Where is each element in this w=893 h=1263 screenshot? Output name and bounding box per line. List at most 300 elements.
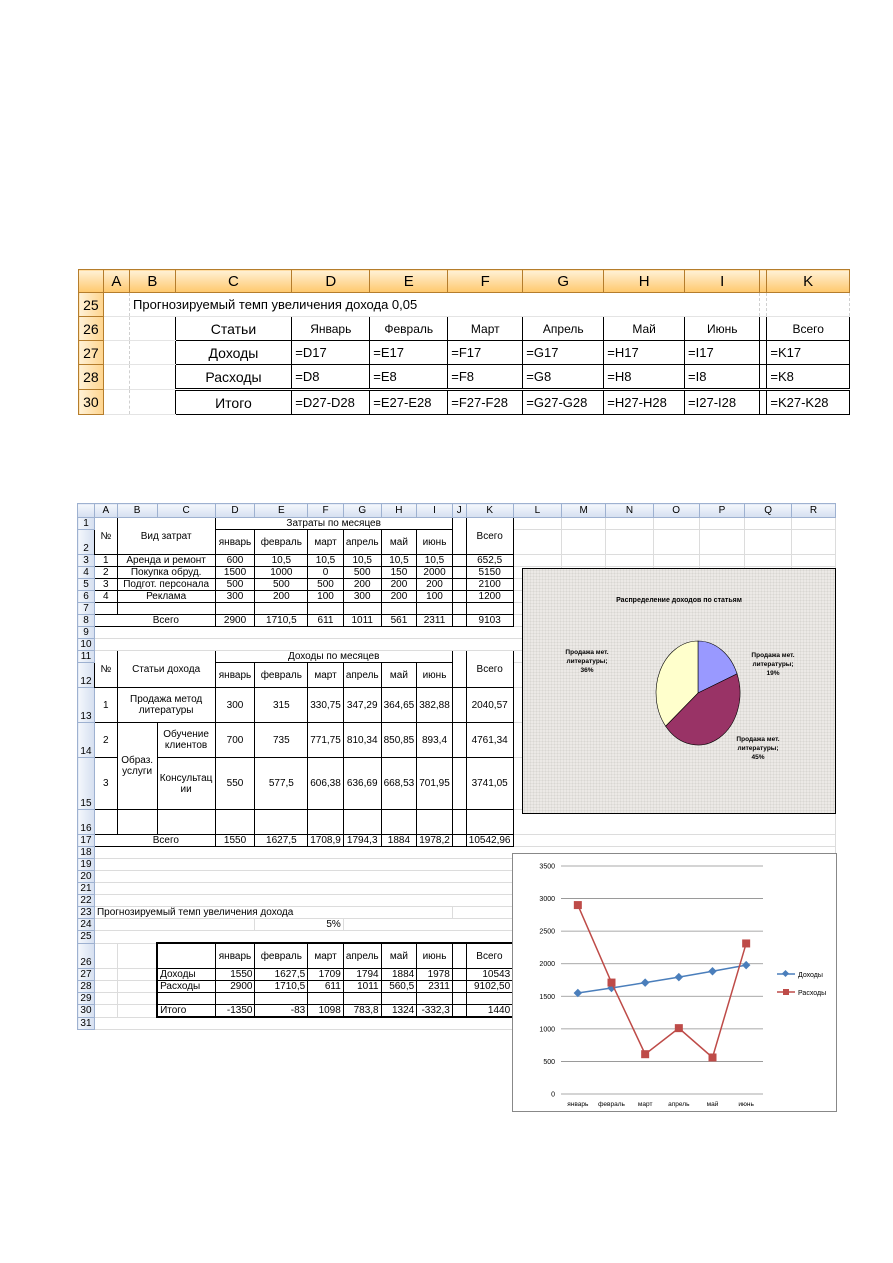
- cell[interactable]: Статьи: [175, 317, 292, 341]
- formula-cell[interactable]: =D27-D28: [292, 390, 370, 415]
- cell[interactable]: апрель: [343, 530, 381, 555]
- cell[interactable]: Итого: [175, 390, 292, 415]
- cell[interactable]: 300: [343, 591, 381, 603]
- cell[interactable]: февраль: [255, 943, 308, 969]
- cell[interactable]: [792, 518, 836, 530]
- formula-cell[interactable]: =H27-H28: [604, 390, 685, 415]
- forecast-label-cell[interactable]: Прогнозируемый темп увеличения дохода: [94, 907, 452, 919]
- cell[interactable]: январь: [215, 530, 255, 555]
- cell[interactable]: 315: [255, 688, 308, 723]
- cell[interactable]: 382,88: [417, 688, 453, 723]
- cell[interactable]: [699, 518, 745, 530]
- cell[interactable]: -83: [255, 1005, 308, 1018]
- row-header[interactable]: 7: [78, 603, 95, 615]
- cell[interactable]: 330,75: [308, 688, 344, 723]
- cell[interactable]: 200: [381, 579, 417, 591]
- row-header[interactable]: 22: [78, 895, 95, 907]
- cell[interactable]: 700: [215, 723, 255, 758]
- cell[interactable]: 1011: [343, 981, 381, 993]
- cell[interactable]: 3741,05: [466, 758, 513, 810]
- cell[interactable]: 2100: [466, 579, 513, 591]
- cell[interactable]: [157, 758, 215, 810]
- column-header[interactable]: A: [103, 270, 129, 293]
- cell[interactable]: [452, 579, 466, 591]
- cell-no-header[interactable]: №: [94, 651, 117, 688]
- cell[interactable]: [653, 555, 699, 567]
- column-header[interactable]: D: [215, 504, 255, 518]
- cell[interactable]: [103, 293, 129, 317]
- select-all-corner[interactable]: [79, 270, 104, 293]
- cell[interactable]: [606, 530, 654, 555]
- cell[interactable]: июнь: [417, 943, 453, 969]
- cell[interactable]: [308, 603, 344, 615]
- cell-type-header[interactable]: Статьи дохода: [117, 651, 215, 688]
- column-header[interactable]: G: [343, 504, 381, 518]
- cell[interactable]: [94, 615, 117, 627]
- cell[interactable]: Февраль: [370, 317, 448, 341]
- column-header[interactable]: O: [653, 504, 699, 518]
- column-header[interactable]: K: [767, 270, 850, 293]
- row-header[interactable]: 21: [78, 883, 95, 895]
- cell[interactable]: [760, 390, 767, 415]
- cell[interactable]: 1794,3: [343, 835, 381, 847]
- cell[interactable]: [452, 688, 466, 723]
- row-header[interactable]: 26: [78, 943, 95, 969]
- cell[interactable]: 1: [94, 555, 117, 567]
- formula-cell[interactable]: =E17: [370, 341, 448, 365]
- cell[interactable]: 652,5: [466, 555, 513, 567]
- cell[interactable]: 550: [215, 758, 255, 810]
- cell[interactable]: 611: [308, 981, 344, 993]
- cell[interactable]: март: [308, 530, 344, 555]
- cell[interactable]: [94, 981, 117, 993]
- row-header[interactable]: 31: [78, 1017, 95, 1030]
- column-header[interactable]: N: [606, 504, 654, 518]
- cell[interactable]: апрель: [343, 663, 381, 688]
- cell[interactable]: 4761,34: [466, 723, 513, 758]
- cell[interactable]: 2: [94, 723, 117, 758]
- cell[interactable]: 100: [308, 591, 344, 603]
- column-header[interactable]: R: [792, 504, 836, 518]
- cell[interactable]: 1550: [215, 969, 255, 981]
- cell[interactable]: [130, 390, 176, 415]
- cell[interactable]: [792, 555, 836, 567]
- row-header[interactable]: 8: [78, 615, 95, 627]
- cell[interactable]: Покупка обруд.: [117, 567, 215, 579]
- cell[interactable]: [381, 993, 417, 1005]
- cell[interactable]: январь: [215, 663, 255, 688]
- cell[interactable]: [343, 603, 381, 615]
- cell[interactable]: 3: [94, 579, 117, 591]
- cell[interactable]: 1884: [381, 835, 417, 847]
- cell[interactable]: [745, 518, 792, 530]
- cell[interactable]: 500: [308, 579, 344, 591]
- cell[interactable]: [130, 341, 176, 365]
- cell[interactable]: 2900: [215, 615, 255, 627]
- cell[interactable]: 577,5: [255, 758, 308, 810]
- cell[interactable]: [94, 943, 117, 969]
- forecast-value-cell[interactable]: 5%: [255, 919, 343, 931]
- cell[interactable]: [760, 293, 767, 317]
- cell[interactable]: [130, 365, 176, 390]
- cell[interactable]: 1000: [255, 567, 308, 579]
- cell[interactable]: [103, 390, 129, 415]
- pie-chart[interactable]: [522, 568, 836, 814]
- cell[interactable]: 735: [255, 723, 308, 758]
- cell[interactable]: июнь: [417, 530, 453, 555]
- cell[interactable]: [103, 341, 129, 365]
- cell[interactable]: 364,65: [381, 688, 417, 723]
- cell[interactable]: 893,4: [417, 723, 453, 758]
- cell[interactable]: Май: [604, 317, 685, 341]
- column-header[interactable]: G: [523, 270, 604, 293]
- cell[interactable]: Доходы: [175, 341, 292, 365]
- cell-group-header[interactable]: Затраты по месяцев: [215, 518, 452, 530]
- column-header[interactable]: C: [157, 504, 215, 518]
- cell-group-header[interactable]: Доходы по месяцев: [215, 651, 452, 663]
- cell[interactable]: [215, 810, 255, 835]
- cell[interactable]: [452, 615, 466, 627]
- row-header[interactable]: 9: [78, 627, 95, 639]
- cell[interactable]: 1794: [343, 969, 381, 981]
- cell[interactable]: [117, 981, 157, 993]
- formula-cell[interactable]: =K8: [767, 365, 850, 390]
- cell-no-header[interactable]: №: [94, 518, 117, 555]
- cell[interactable]: [466, 810, 513, 835]
- column-header[interactable]: M: [562, 504, 606, 518]
- cell[interactable]: [381, 810, 417, 835]
- cell[interactable]: [117, 603, 215, 615]
- cell[interactable]: 0: [308, 567, 344, 579]
- cell[interactable]: [452, 1005, 466, 1018]
- cell[interactable]: [452, 555, 466, 567]
- cell[interactable]: Июнь: [685, 317, 760, 341]
- cell[interactable]: [157, 723, 215, 758]
- cell[interactable]: [417, 603, 453, 615]
- cell[interactable]: февраль: [255, 663, 308, 688]
- cell[interactable]: [792, 530, 836, 555]
- formula-cell[interactable]: =K17: [767, 341, 850, 365]
- cell[interactable]: 1011: [343, 615, 381, 627]
- row-header[interactable]: 15: [78, 758, 95, 810]
- cell[interactable]: [452, 981, 466, 993]
- column-header[interactable]: I: [685, 270, 760, 293]
- formula-cell[interactable]: =G8: [523, 365, 604, 390]
- cell[interactable]: 1: [94, 688, 117, 723]
- cell[interactable]: 4: [94, 591, 117, 603]
- row-header[interactable]: 3: [78, 555, 95, 567]
- cell[interactable]: 200: [417, 579, 453, 591]
- cell[interactable]: [94, 835, 117, 847]
- cell[interactable]: 783,8: [343, 1005, 381, 1018]
- cell[interactable]: Подгот. персонала: [117, 579, 215, 591]
- formula-cell[interactable]: =G17: [523, 341, 604, 365]
- column-header[interactable]: [760, 270, 767, 293]
- cell[interactable]: [117, 810, 157, 835]
- row-header[interactable]: 14: [78, 723, 95, 758]
- cell[interactable]: 1550: [215, 835, 255, 847]
- cell[interactable]: Всего: [466, 943, 513, 969]
- cell[interactable]: 200: [381, 591, 417, 603]
- cell[interactable]: [452, 969, 466, 981]
- column-header[interactable]: B: [130, 270, 176, 293]
- cell[interactable]: 1978,2: [417, 835, 453, 847]
- cell[interactable]: 10,5: [381, 555, 417, 567]
- cell[interactable]: 560,5: [381, 981, 417, 993]
- cell[interactable]: [685, 293, 760, 317]
- cell[interactable]: [452, 723, 466, 758]
- cell[interactable]: [513, 835, 835, 847]
- formula-cell[interactable]: =I8: [685, 365, 760, 390]
- row-header[interactable]: 27: [79, 341, 104, 365]
- formula-cell[interactable]: =H8: [604, 365, 685, 390]
- cell[interactable]: 500: [343, 567, 381, 579]
- column-header[interactable]: H: [381, 504, 417, 518]
- cell[interactable]: [117, 688, 215, 723]
- cell[interactable]: [767, 293, 850, 317]
- cell[interactable]: [452, 943, 466, 969]
- cell[interactable]: 2000: [417, 567, 453, 579]
- formula-cell[interactable]: =F17: [448, 341, 523, 365]
- cell[interactable]: 200: [255, 591, 308, 603]
- cell[interactable]: [94, 603, 117, 615]
- row-header[interactable]: 10: [78, 639, 95, 651]
- cell[interactable]: 9102,50: [466, 981, 513, 993]
- cell[interactable]: 1708,9: [308, 835, 344, 847]
- row-header[interactable]: 4: [78, 567, 95, 579]
- cell[interactable]: Реклама: [117, 591, 215, 603]
- cell[interactable]: [452, 651, 466, 688]
- cell[interactable]: 1710,5: [255, 615, 308, 627]
- cell[interactable]: [562, 518, 606, 530]
- cell[interactable]: [255, 603, 308, 615]
- formula-cell[interactable]: =E8: [370, 365, 448, 390]
- cell[interactable]: Всего: [767, 317, 850, 341]
- cell-total-header[interactable]: Всего: [466, 518, 513, 555]
- cell[interactable]: [157, 943, 215, 969]
- cell[interactable]: [417, 993, 453, 1005]
- cell[interactable]: [130, 317, 176, 341]
- row-header[interactable]: 28: [78, 981, 95, 993]
- row-header[interactable]: 16: [78, 810, 95, 835]
- cell[interactable]: 3: [94, 758, 117, 810]
- cell[interactable]: [466, 603, 513, 615]
- cell[interactable]: март: [308, 663, 344, 688]
- column-header[interactable]: D: [292, 270, 370, 293]
- cell[interactable]: [215, 603, 255, 615]
- column-header[interactable]: P: [699, 504, 745, 518]
- cell[interactable]: 300: [215, 591, 255, 603]
- column-header[interactable]: L: [513, 504, 562, 518]
- row-header[interactable]: 24: [78, 919, 95, 931]
- cell-type-header[interactable]: Вид затрат: [117, 518, 215, 555]
- cell[interactable]: 611: [308, 615, 344, 627]
- row-header[interactable]: 29: [78, 993, 95, 1005]
- line-chart[interactable]: [512, 853, 837, 1112]
- cell[interactable]: [343, 810, 381, 835]
- row-header[interactable]: 11: [78, 651, 95, 663]
- cell[interactable]: Расходы: [175, 365, 292, 390]
- cell[interactable]: 10543: [466, 969, 513, 981]
- cell[interactable]: [94, 810, 117, 835]
- cell[interactable]: [606, 518, 654, 530]
- cell[interactable]: 9103: [466, 615, 513, 627]
- column-header[interactable]: Q: [745, 504, 792, 518]
- cell[interactable]: 1884: [381, 969, 417, 981]
- cell[interactable]: 10542,96: [466, 835, 513, 847]
- cell[interactable]: 1627,5: [255, 835, 308, 847]
- cell[interactable]: Расходы: [157, 981, 215, 993]
- cell-total-header[interactable]: Всего: [466, 651, 513, 688]
- cell[interactable]: [255, 810, 308, 835]
- cell[interactable]: Итого: [157, 1005, 215, 1018]
- row-header[interactable]: 25: [78, 931, 95, 944]
- row-header[interactable]: 27: [78, 969, 95, 981]
- cell[interactable]: [562, 530, 606, 555]
- cell[interactable]: 347,29: [343, 688, 381, 723]
- cell[interactable]: 1627,5: [255, 969, 308, 981]
- cell[interactable]: [513, 530, 562, 555]
- cell[interactable]: [745, 530, 792, 555]
- cell[interactable]: 300: [215, 688, 255, 723]
- column-header[interactable]: C: [175, 270, 292, 293]
- cell[interactable]: 100: [417, 591, 453, 603]
- cell[interactable]: [760, 317, 767, 341]
- column-header[interactable]: B: [117, 504, 157, 518]
- column-header[interactable]: F: [308, 504, 344, 518]
- cell[interactable]: 2: [94, 567, 117, 579]
- column-header[interactable]: E: [370, 270, 448, 293]
- cell[interactable]: 1098: [308, 1005, 344, 1018]
- cell[interactable]: [343, 993, 381, 1005]
- cell[interactable]: 561: [381, 615, 417, 627]
- cell[interactable]: 2311: [417, 615, 453, 627]
- cell[interactable]: [117, 969, 157, 981]
- cell[interactable]: Март: [448, 317, 523, 341]
- cell[interactable]: [94, 919, 255, 931]
- forecast-cell[interactable]: Прогнозируемый темп увеличения дохода 0,05: [130, 293, 685, 317]
- cell[interactable]: 600: [215, 555, 255, 567]
- cell[interactable]: [157, 993, 215, 1005]
- formula-cell[interactable]: =E27-E28: [370, 390, 448, 415]
- cell[interactable]: [699, 555, 745, 567]
- cell[interactable]: март: [308, 943, 344, 969]
- cell[interactable]: [117, 943, 157, 969]
- cell[interactable]: 2900: [215, 981, 255, 993]
- cell[interactable]: 636,69: [343, 758, 381, 810]
- cell[interactable]: [452, 758, 466, 810]
- cell[interactable]: [103, 365, 129, 390]
- column-header[interactable]: A: [94, 504, 117, 518]
- cell[interactable]: [562, 555, 606, 567]
- cell[interactable]: [513, 555, 562, 567]
- formula-cell[interactable]: =D17: [292, 341, 370, 365]
- cell[interactable]: 10,5: [417, 555, 453, 567]
- cell[interactable]: 701,95: [417, 758, 453, 810]
- row-header[interactable]: 13: [78, 688, 95, 723]
- column-header[interactable]: J: [452, 504, 466, 518]
- cell[interactable]: июнь: [417, 663, 453, 688]
- formula-cell[interactable]: =I17: [685, 341, 760, 365]
- cell[interactable]: Аренда и ремонт: [117, 555, 215, 567]
- formula-cell[interactable]: =I27-I28: [685, 390, 760, 415]
- cell[interactable]: [452, 603, 466, 615]
- cell[interactable]: -1350: [215, 1005, 255, 1018]
- cell[interactable]: январь: [215, 943, 255, 969]
- cell[interactable]: [452, 993, 466, 1005]
- column-header[interactable]: F: [448, 270, 523, 293]
- cell[interactable]: 606,38: [308, 758, 344, 810]
- cell[interactable]: [94, 969, 117, 981]
- cell[interactable]: 1324: [381, 1005, 417, 1018]
- formula-cell[interactable]: =F27-F28: [448, 390, 523, 415]
- cell[interactable]: [308, 810, 344, 835]
- cell[interactable]: [117, 993, 157, 1005]
- row-header[interactable]: 12: [78, 663, 95, 688]
- cell[interactable]: май: [381, 943, 417, 969]
- cell[interactable]: 1710,5: [255, 981, 308, 993]
- row-header[interactable]: 17: [78, 835, 95, 847]
- row-header[interactable]: 5: [78, 579, 95, 591]
- cell[interactable]: 1440: [466, 1005, 513, 1018]
- cell[interactable]: 1709: [308, 969, 344, 981]
- cell[interactable]: 810,34: [343, 723, 381, 758]
- cell[interactable]: [255, 993, 308, 1005]
- cell[interactable]: [215, 993, 255, 1005]
- cell[interactable]: [606, 555, 654, 567]
- cell[interactable]: май: [381, 530, 417, 555]
- cell[interactable]: [653, 530, 699, 555]
- cell[interactable]: [452, 518, 466, 555]
- cell[interactable]: 5150: [466, 567, 513, 579]
- cell[interactable]: Всего: [117, 615, 215, 627]
- cell[interactable]: [157, 810, 215, 835]
- cell[interactable]: [103, 317, 129, 341]
- cell[interactable]: 1978: [417, 969, 453, 981]
- formula-cell[interactable]: =G27-G28: [523, 390, 604, 415]
- cell[interactable]: 2311: [417, 981, 453, 993]
- row-header[interactable]: 1: [78, 518, 95, 530]
- cell[interactable]: 500: [255, 579, 308, 591]
- cell[interactable]: [745, 555, 792, 567]
- cell[interactable]: [452, 567, 466, 579]
- cell[interactable]: 150: [381, 567, 417, 579]
- cell[interactable]: [760, 341, 767, 365]
- row-header[interactable]: 23: [78, 907, 95, 919]
- cell[interactable]: [452, 591, 466, 603]
- cell[interactable]: [760, 365, 767, 390]
- cell[interactable]: май: [381, 663, 417, 688]
- cell[interactable]: 10,5: [343, 555, 381, 567]
- cell[interactable]: 668,53: [381, 758, 417, 810]
- cell[interactable]: [308, 993, 344, 1005]
- row-header[interactable]: 30: [79, 390, 104, 415]
- cell[interactable]: Январь: [292, 317, 370, 341]
- cell[interactable]: Всего: [117, 835, 215, 847]
- column-header[interactable]: I: [417, 504, 453, 518]
- cell[interactable]: [381, 603, 417, 615]
- cell[interactable]: [94, 1005, 117, 1018]
- cell[interactable]: 2040,57: [466, 688, 513, 723]
- cell[interactable]: Апрель: [523, 317, 604, 341]
- cell[interactable]: [513, 518, 562, 530]
- column-header[interactable]: H: [604, 270, 685, 293]
- cell[interactable]: февраль: [255, 530, 308, 555]
- cell[interactable]: [466, 993, 513, 1005]
- cell[interactable]: 200: [343, 579, 381, 591]
- row-header[interactable]: 28: [79, 365, 104, 390]
- row-header[interactable]: 6: [78, 591, 95, 603]
